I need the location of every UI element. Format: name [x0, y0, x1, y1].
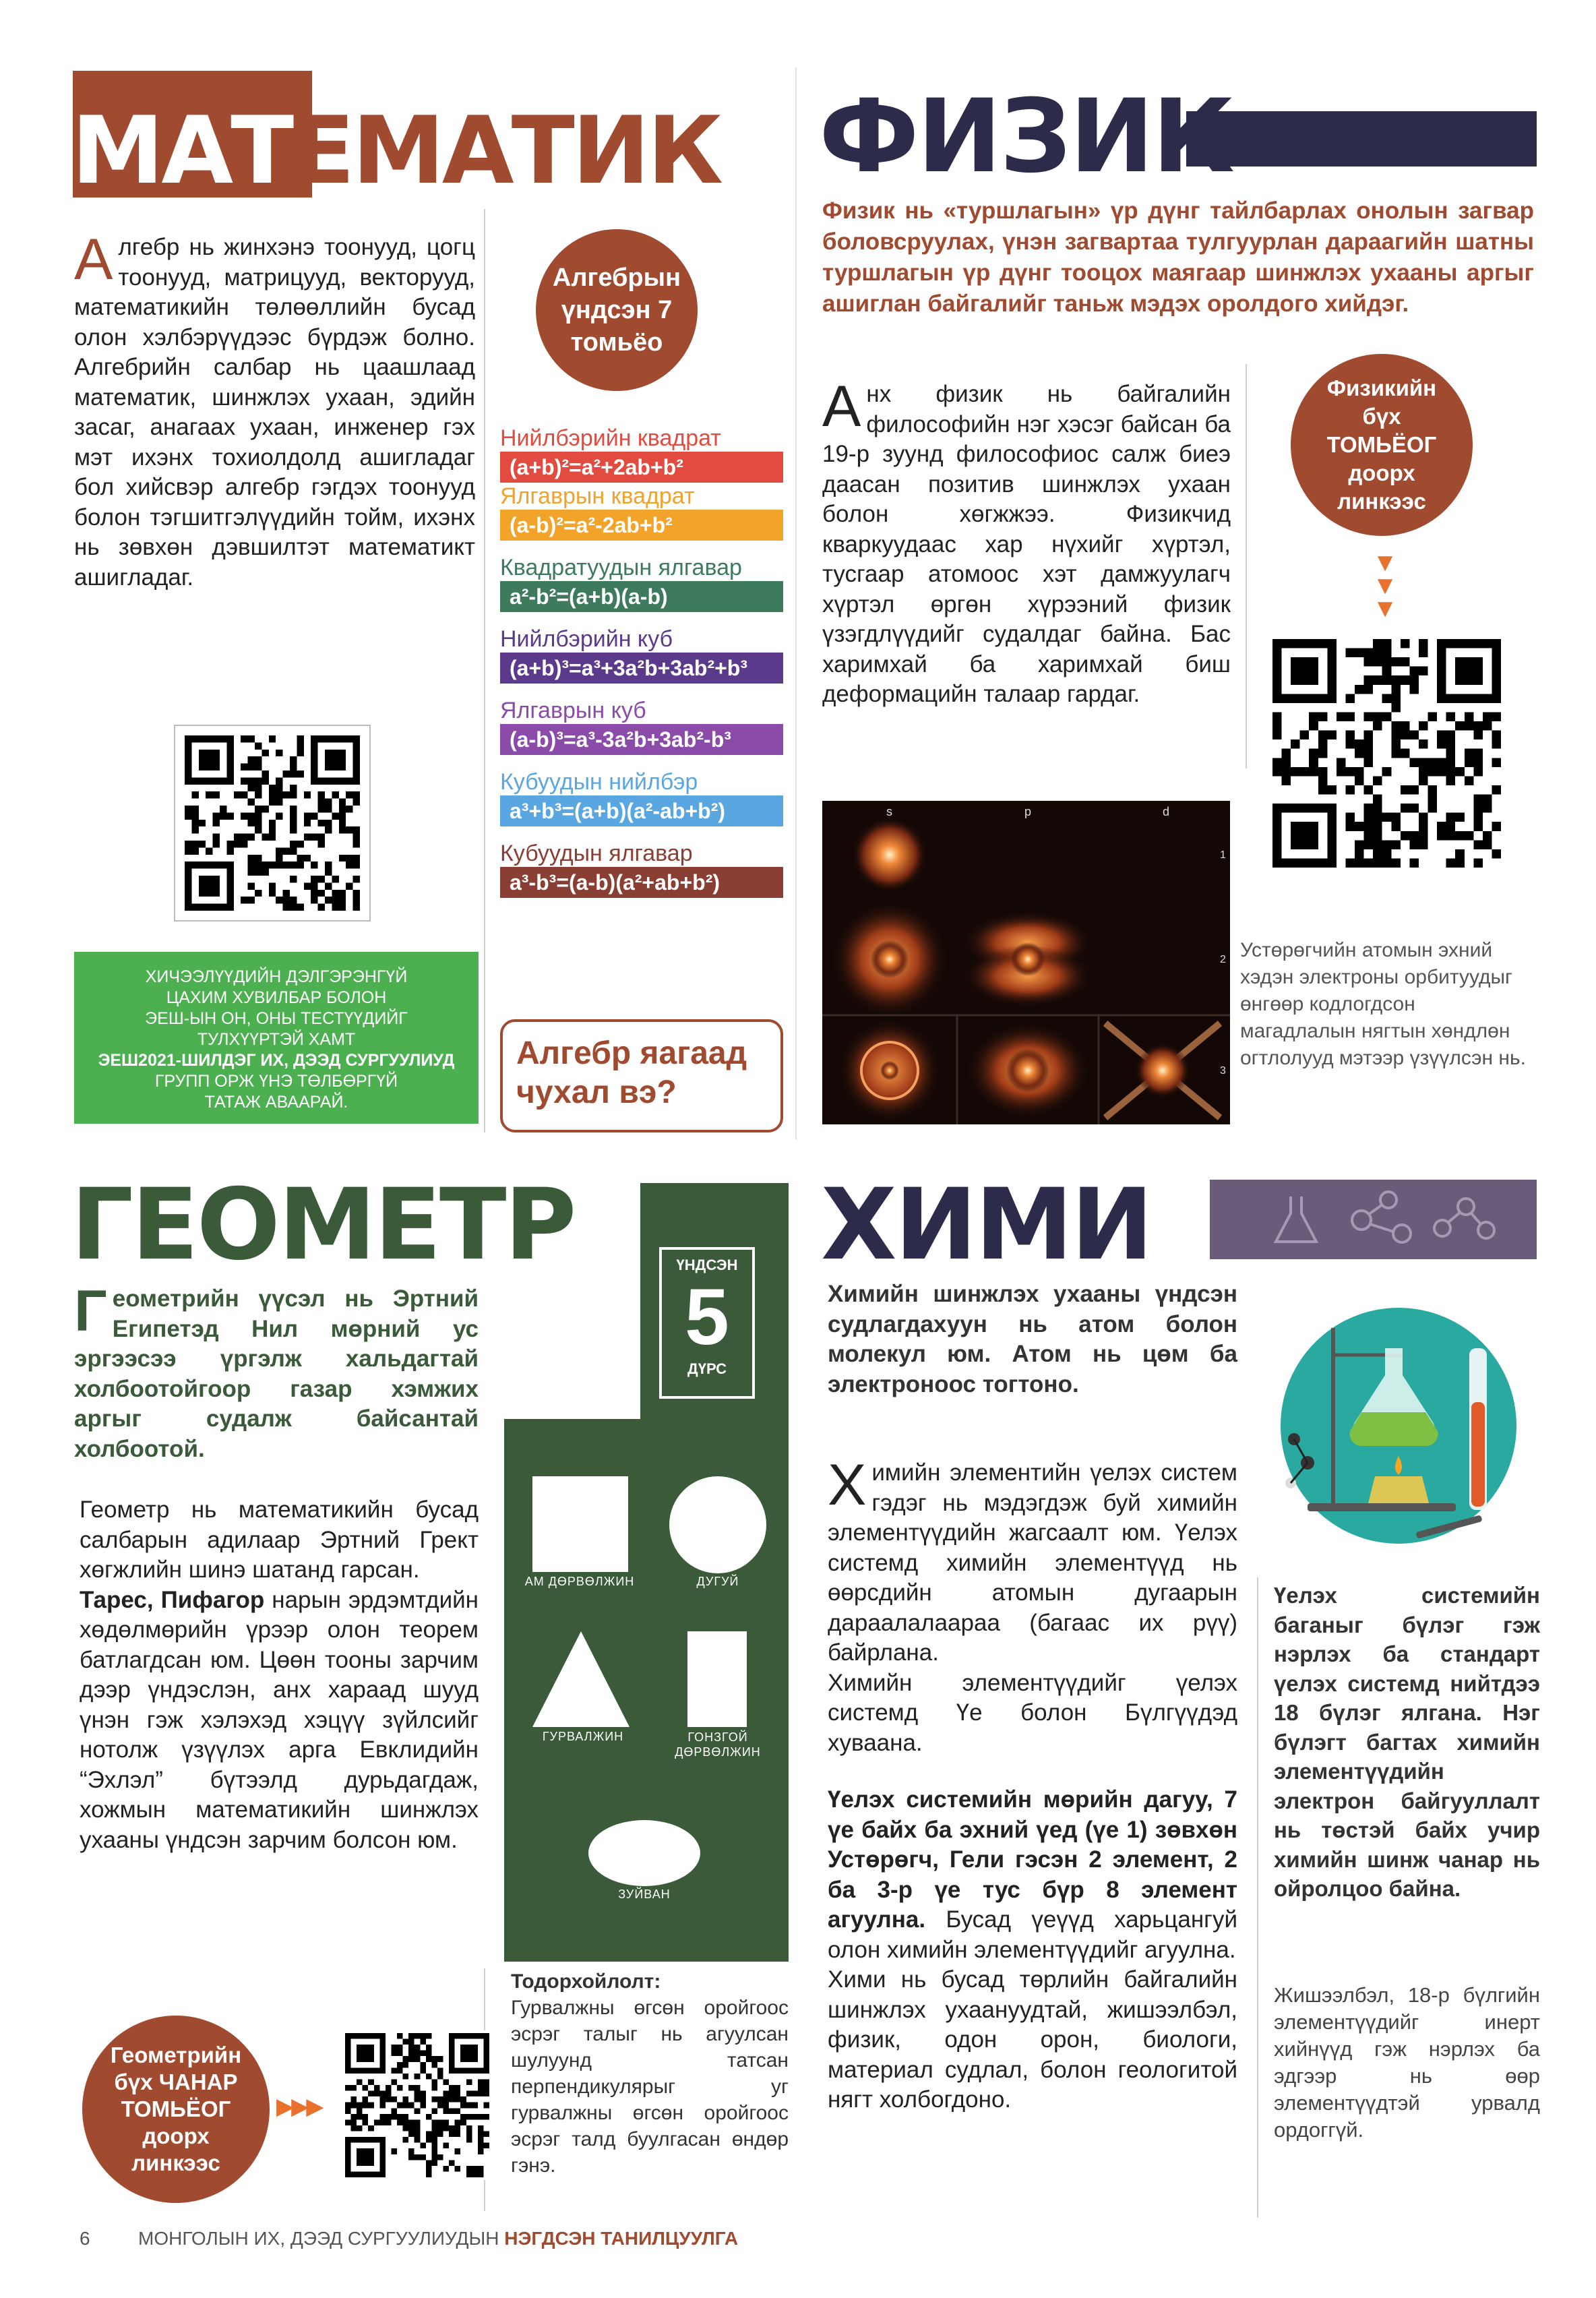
chemistry-lead: Химийн шинжлэх ухааны үндсэн судлагдахуун нь атом болон молекул юм. Атом нь цөм ба электроноос тогтоно. [828, 1281, 1237, 1397]
square-label: АМ ДӨРВӨЛЖИН [524, 1575, 635, 1588]
flask-icon [1276, 1197, 1316, 1242]
formula-title: Кубуудын нийлбэр [500, 769, 698, 795]
square-shape [532, 1476, 628, 1572]
formula-bar: (a+b)²=a²+2ab+b² [500, 452, 783, 483]
five-shapes-badge: ҮНДСЭН 5 ДҮРС [659, 1247, 755, 1399]
chemistry-divider [1257, 1577, 1258, 2218]
formula-item [500, 768, 790, 826]
orbital-row-2: 2 [1220, 954, 1226, 965]
lab-illustration [1267, 1301, 1537, 1571]
physics-body: Анх физик нь байгалийн философийн нэг хэсэг байсан ба 19-р зуунд философиос салж биеэ даасан позитив шинжлэх ухаан болон хөгжжээ. Физикчид кваркуудаас хар нүхийг хүртэл, тусгаар атомоос хэт дамжуулагч хүртэл өргөн хүрээний физик үзэгдлүүдийг судалдаг байна. Бас харимхай ба харимхай биш деформацийн талаар гардаг. [822, 374, 1231, 707]
orbital-row-3: 3 [1220, 1065, 1226, 1077]
physics-title: ФИЗИК [819, 78, 1233, 195]
formula-bar: (a+b)³=a³+3a²b+3ab²+b³ [500, 653, 783, 684]
orbital-1s [853, 818, 927, 892]
formula-item [500, 626, 790, 684]
ellipse-shape [588, 1820, 700, 1886]
circle-shape [669, 1476, 766, 1573]
triangle-label: ГУРВАЛЖИН [542, 1730, 624, 1743]
chemistry-side-bold: Үелэх системийн баганыг бүлэг гэж нэрлэх ба стандарт үелэх системд нийтдээ 18 бүлэг ялгана. Нэг бүлэгт багтах химийн элементүүдийн электрон байгууллалт нь төстэй байх учир химийн шинж чанар нь ойролцоо байна. [1274, 1583, 1540, 1901]
formula-bar: (a-b)²=a²-2ab+b² [500, 510, 783, 541]
formula-item [500, 697, 790, 755]
chemistry-title-bar [1210, 1180, 1537, 1259]
footer-text: МОНГОЛЫН ИХ, ДЭЭД СУРГУУЛИУДЫН НЭГДСЭН ТАНИЛЦУУЛГА [138, 2228, 739, 2249]
math-title [71, 71, 780, 205]
beaker-icon [1368, 1476, 1429, 1503]
formula-bar: (a-b)³=a³-3a²b+3ab²-b³ [500, 724, 783, 755]
math-divider [484, 209, 485, 1132]
physics-divider [1246, 364, 1247, 768]
formula-item [500, 840, 790, 898]
physics-dropcap: А [822, 374, 861, 439]
formula-bar: a²-b²=(a+b)(a-b) [500, 581, 783, 612]
geometry-body: Геометр нь математикийн бусад салбарын адилаар Эртний Грект хөгжлийн шинэ шатанд гарсан. Тарес, Пифагор нарын эрдэмтдийн хөдөлмөрийн үрээр олон теорем батлагдсан юм. Цөөн тооны зарчим дээр үндэслэн, анх хараад шууд үнэн гэж хэлэхэд хэцүү зүйлсийг нотолж үзүүлэх арга Евклидийн “Эхлэл” бүтээлд дурьдагдаж, хожмын математикийн шинжлэх ухааны үндсэн зарчим болсон юм. [80, 1496, 479, 1853]
geometry-lead: Геометрийн үүсэл нь Эртний Египетэд Нил мөрний ус эргээсээ үргэлж хальдагтай холбоотойгоор газар хэмжих аргыг судалж байсантай холбоотой. [74, 1279, 479, 1462]
physics-lead: Физик нь «туршлагын» үр дүнг тайлбарлах онолын загвар боловсруулах, үнэн загвартаа тулгуурлан дараагийн шатны туршлагын үр дүнг тооцох маягаар шинжлэх ухааны аргыг ашиглан байгалийг таньж мэдэх оролдого хийдэг. [822, 198, 1534, 317]
math-promo-box: ХИЧЭЭЛҮҮДИЙН ДЭЛГЭРЭНГҮЙ ЦАХИМ ХУВИЛБАР БОЛОН ЭЕШ-ЫН ОН, ОНЫ ТЕСТҮҮДИЙГ ТУЛХҮҮРТЭЙ ХАМТ ЭЕШ2021-ШИЛДЭГ ИХ, ДЭЭД СУРГУУЛИУД ГРУПП ОРЖ ҮНЭ ТӨЛБӨРГҮЙ ТАТАЖ АВААРАЙ. [74, 952, 479, 1124]
formula-item [500, 554, 790, 612]
orbital-caption: Устөрөгчийн атомын эхний хэдэн электроны орбитуудыг өнгөөр кодлогдсон магадлалын нягтын хөндлөн огтлолууд мэтээр үзүүлсэн нь. [1240, 939, 1526, 1069]
formula-title: Квадратуудын ялгавар [500, 555, 742, 580]
formula-item [500, 483, 790, 541]
why-line2: чухал вэ? [516, 1075, 677, 1110]
math-title-part2: ЕМАТИК [291, 96, 721, 205]
formula-item [500, 425, 790, 483]
molecule-icon [1210, 1180, 1537, 1259]
circle-label: ДУГУЙ [696, 1575, 739, 1588]
geometry-qr-code[interactable] [342, 2030, 492, 2180]
geometry-title: ГЕОМЕТР [71, 1168, 575, 1282]
rectangle-label: ГОНЗГОЙ ДӨРВӨЛЖИН [675, 1730, 761, 1759]
why-algebra-box [500, 1019, 783, 1132]
formula-title: Ялгаврын квадрат [500, 483, 695, 509]
formula-title: Нийлбэрийн куб [500, 626, 673, 652]
page-number: 6 [80, 2228, 90, 2249]
arrow-right-icon: ▶▶▶ [276, 2094, 321, 2119]
orbital-image [822, 801, 1230, 1124]
arrow-down-icon: ▼ ▼ ▼ [1372, 549, 1398, 623]
chemistry-title: ХИМИ [821, 1168, 1152, 1282]
physics-qr-code[interactable] [1267, 634, 1506, 873]
chemistry-dropcap: Х [828, 1453, 867, 1517]
formula-title: Ялгаврын куб [500, 698, 646, 723]
math-circle-badge: Алгебрын үндсэн 7 томьёо [536, 229, 698, 391]
math-dropcap: А [74, 227, 113, 292]
definition-text: Гурвалжны өгсөн оройгоос эсрэг талыг нь агуулсан шулуунд татсан перпендикулярыг уг гурвалжны өгсөн оройгоос эсрэг талд буулгасан өндөр гэнэ. [511, 1997, 789, 2177]
geometry-circle-badge: Геометрийн бүх ЧАНАР ТОМЬЁОГ доорх линкээс [82, 2016, 270, 2203]
ellipse-label: ЗУЙВАН [618, 1887, 671, 1901]
chemistry-body: Химийн элементийн үелэх систем гэдэг нь мэдэгдэж буй химийн элементүүдийн жагсаалт юм. Үелэх системд химийн элементүүд нь өөрсдийн атомын дугаарын дараалалаараа (багаас их рүү) байрлана. Химийн элементүүдийг үелэх системд Үе болон Бүлгүүдэд хуваана. Үелэх системийн мөрийн дагуу, 7 үе байх ба эхний үед (үе 1) зөвхөн Устөрөгч, Гели гэсэн 2 элемент, 2 ба 3-р үе тус бүр 8 элемент агуулна. Бусад үеүүд харьцангуй олон химийн элементүүдийг агуулна. Хими нь бусад төрлийн байгалийн шинжлэх ухаануудтай, жишээлбэл, физик, одон орон, биологи, материал судлал, болон геологитой нягт холбогдоно. [828, 1453, 1237, 2113]
math-title-part1: МАТ [71, 96, 292, 205]
formula-title: Кубуудын ялгавар [500, 841, 693, 866]
definition-title: Тодорхойлолт: [511, 1970, 661, 1993]
geometry-dropcap: Г [74, 1279, 107, 1343]
physics-title-bar [1186, 111, 1537, 167]
rectangle-shape [687, 1631, 747, 1727]
page-column-divider [795, 67, 797, 1139]
formula-list [500, 425, 790, 898]
formula-bar: a³+b³=(a+b)(a²-ab+b²) [500, 795, 783, 826]
orbital-col-p: p [1024, 805, 1032, 818]
math-body: Алгебр нь жинхэнэ тоонууд, цогц тоонууд, матрицууд, векторууд, математикийн төлөөллийн бусад олон хэлбэрүүдээс бүрдэж болно. Алгебрийн салбар нь цаашлаад математик, шинжлэх ухаан, эдийн засаг, анагаах ухаан, инженер гэх мэт ихэнх тохиолдолд ашигладаг бол хийсвэр алгебр гэгдэх тоонууд болон тэгшитгэлүүдийн тойм, ихэнх нь зөвхөн дэвшилтэт математикт ашигладаг. [74, 227, 475, 591]
orbital-row-1: 1 [1220, 849, 1226, 861]
formula-title: Нийлбэрийн квадрат [500, 425, 721, 451]
math-qr-code[interactable] [174, 725, 371, 921]
why-line1: Алгебр яагаад [516, 1035, 747, 1071]
definition-box [511, 1968, 789, 2179]
formula-bar: a³-b³=(a-b)(a²+ab+b²) [500, 867, 783, 898]
triangle-shape [532, 1631, 630, 1727]
orbital-col-d: d [1163, 805, 1170, 818]
chemistry-side-note: Жишээлбэл, 18-р бүлгийн элементүүдийг инерт хийнүүд гэж нэрлэх ба эдгээр нь өөр элементүүдтэй урвалд ордоггүй. [1274, 1983, 1540, 2142]
orbital-col-s: s [886, 805, 892, 818]
physics-circle-badge: Физикийн бүх ТОМЬЁОГ доорх линкээс [1291, 354, 1473, 536]
